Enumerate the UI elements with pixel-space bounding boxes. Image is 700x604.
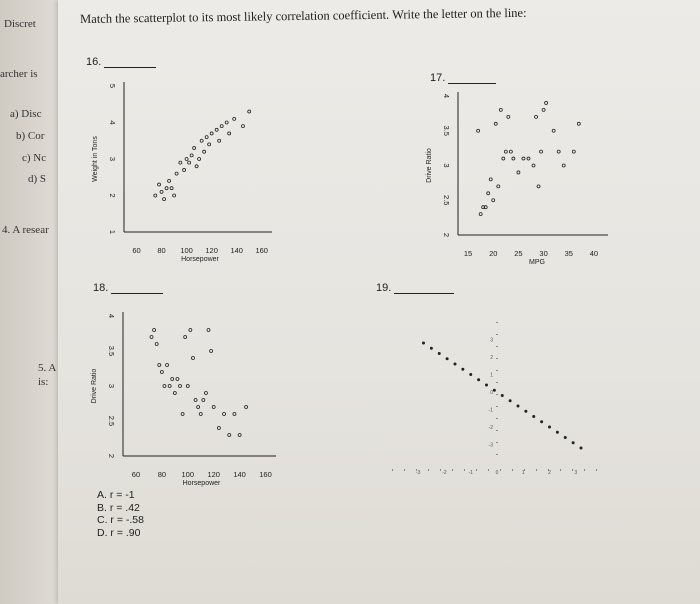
data-point [160, 190, 163, 193]
y-axis-label: Drive Ratio [426, 148, 433, 183]
y-tick-label: 3 [108, 156, 117, 162]
data-point [188, 161, 191, 164]
data-point [217, 427, 220, 430]
data-point [454, 363, 456, 365]
data-point [238, 434, 241, 437]
y-tick-label: -3 [488, 442, 493, 449]
y-tick-label: 3 [442, 163, 451, 168]
data-point [204, 392, 207, 395]
x-tick-label: -3 [416, 470, 421, 476]
data-point [517, 405, 519, 407]
data-point [153, 329, 156, 332]
y-tick-label: 3.5 [442, 125, 451, 136]
data-point [194, 399, 197, 402]
data-point [202, 399, 205, 402]
data-point [197, 406, 200, 409]
data-point [485, 384, 487, 386]
x-axis-label: Horsepower [181, 256, 219, 263]
answer-choice-c: C. r = -.58 [97, 514, 144, 526]
x-tick-label: 100 [181, 470, 195, 479]
data-point [228, 434, 231, 437]
y-tick-label: 4 [442, 93, 451, 99]
data-point [533, 415, 535, 417]
x-tick-label: 160 [255, 246, 268, 255]
data-point [173, 392, 176, 395]
data-point [507, 115, 510, 118]
data-point [535, 115, 538, 118]
left-fragment: Discret [4, 18, 36, 30]
x-tick-label: 40 [589, 249, 599, 258]
data-point [577, 122, 580, 125]
left-fragment: archer is [0, 68, 38, 80]
x-tick-label: 3 [574, 470, 578, 476]
data-point [193, 147, 196, 150]
data-point [170, 187, 173, 190]
data-point [248, 110, 251, 113]
left-fragment: 5. A [38, 362, 57, 374]
y-tick-label: 2 [107, 453, 116, 459]
y-tick-label: 0 [490, 390, 493, 396]
x-tick-label: 160 [259, 470, 272, 479]
answer-choice-a: A. r = -1 [97, 489, 135, 501]
y-tick-label: 2 [108, 193, 117, 198]
data-point [462, 368, 464, 370]
x-tick-label: 80 [157, 470, 167, 479]
data-point [225, 121, 228, 124]
data-point [181, 413, 184, 416]
data-point [497, 185, 500, 188]
data-point [228, 132, 231, 135]
data-point [165, 187, 168, 190]
left-fragment: d) S [28, 173, 47, 185]
data-point [184, 336, 187, 339]
x-tick-label: 100 [180, 246, 193, 255]
data-point [200, 139, 203, 142]
data-point [540, 421, 542, 423]
data-point [218, 139, 221, 142]
data-point [179, 161, 182, 164]
x-tick-label: 0 [495, 470, 499, 476]
data-point [171, 378, 174, 381]
data-point [422, 342, 424, 344]
data-point [186, 385, 189, 388]
data-point [522, 157, 525, 160]
y-tick-label: 3 [107, 383, 116, 389]
scatterplot-19 [392, 322, 602, 476]
data-point [438, 352, 440, 354]
data-point [179, 385, 182, 388]
data-point [189, 329, 192, 332]
x-tick-label: -1 [468, 470, 473, 476]
data-point [492, 199, 495, 202]
data-point [477, 129, 480, 132]
data-point [163, 198, 166, 201]
data-point [477, 379, 479, 381]
data-point [168, 179, 171, 182]
data-point [509, 150, 512, 153]
x-tick-label: 1 [521, 470, 525, 476]
data-point [580, 447, 582, 449]
answer-choice-d: D. r = .90 [97, 526, 141, 539]
data-point [562, 164, 565, 167]
x-tick-label: -2 [442, 470, 447, 476]
y-tick-label: 5 [108, 83, 117, 89]
data-point [552, 129, 555, 132]
x-tick-label: 35 [564, 249, 573, 258]
data-point [190, 154, 193, 157]
data-point [517, 171, 520, 174]
data-point [191, 357, 194, 360]
y-tick-label: 1 [108, 229, 117, 235]
data-point [504, 150, 507, 153]
data-point [489, 178, 492, 181]
data-point [175, 172, 178, 175]
scatterplot-17 [426, 92, 608, 266]
x-tick-label: 25 [514, 249, 523, 258]
x-tick-label: 120 [205, 246, 218, 255]
y-tick-label: 2.5 [442, 195, 451, 206]
data-point [245, 406, 248, 409]
data-point [155, 343, 158, 346]
data-point [470, 373, 472, 375]
answer-choices [97, 489, 144, 539]
data-point [572, 442, 574, 444]
scatterplot-16 [92, 82, 272, 263]
data-point [210, 132, 213, 135]
x-axis-label: Horsepower [182, 480, 221, 487]
question-number: 16. [86, 56, 102, 68]
question-number: 17. [430, 72, 446, 84]
x-tick-label: 60 [132, 246, 141, 255]
x-tick-label: 20 [489, 249, 498, 258]
x-tick-label: 140 [233, 470, 246, 479]
data-point [501, 394, 503, 396]
x-tick-label: 30 [539, 249, 548, 258]
scatterplot-18 [91, 312, 276, 487]
data-point [545, 101, 548, 104]
left-fragment: c) Nc [22, 152, 47, 164]
data-point [494, 122, 497, 125]
left-fragment: is: [38, 376, 49, 388]
answer-choice-b: B. r = .42 [97, 501, 140, 514]
data-point [540, 150, 543, 153]
data-point [241, 125, 244, 128]
y-tick-label: -1 [488, 407, 493, 414]
data-point [512, 157, 515, 160]
data-point [557, 150, 560, 153]
data-point [525, 410, 527, 412]
data-point [493, 389, 495, 391]
left-fragment: a) Disc [10, 108, 42, 120]
data-point [150, 336, 153, 339]
data-point [548, 426, 550, 428]
data-point [527, 157, 530, 160]
left-fragment: 4. A resear [2, 224, 49, 236]
data-point [564, 436, 566, 438]
data-point [183, 168, 186, 171]
data-point [173, 194, 176, 197]
y-tick-label: 3 [490, 337, 493, 344]
x-tick-label: 140 [230, 246, 243, 255]
data-point [487, 192, 490, 195]
y-tick-label: 3.5 [107, 345, 116, 357]
data-point [208, 143, 211, 146]
data-point [158, 364, 161, 367]
data-point [168, 385, 171, 388]
left-fragment: b) Cor [16, 130, 45, 142]
x-tick-label: 120 [207, 470, 220, 479]
data-point [163, 385, 166, 388]
y-tick-label: -2 [488, 425, 493, 431]
data-point [158, 183, 161, 186]
question-number: 18. [93, 282, 109, 294]
x-tick-label: 15 [463, 249, 473, 258]
data-point [502, 157, 505, 160]
data-point [154, 194, 157, 197]
data-point [215, 128, 218, 131]
question-number: 19. [376, 282, 392, 294]
y-tick-label: 4 [107, 313, 116, 319]
data-point [198, 158, 201, 161]
y-axis-label: Drive Ratio [91, 368, 98, 404]
y-tick-label: 4 [108, 120, 117, 125]
data-point [233, 117, 236, 120]
data-point [220, 125, 223, 128]
y-tick-label: 2.5 [107, 415, 116, 427]
data-point [176, 378, 179, 381]
data-point [542, 108, 545, 111]
y-tick-label: 2 [442, 232, 451, 238]
data-point [185, 158, 188, 161]
data-point [205, 136, 208, 139]
data-point [166, 364, 169, 367]
data-point [199, 413, 202, 416]
x-tick-label: 2 [548, 470, 551, 476]
data-point [430, 347, 432, 349]
y-tick-label: 2 [490, 355, 493, 361]
data-point [223, 413, 226, 416]
y-tick-label: 1 [490, 372, 493, 379]
data-point [572, 150, 575, 153]
data-point [532, 164, 535, 167]
data-point [207, 329, 210, 332]
data-point [195, 165, 198, 168]
x-tick-label: 80 [157, 246, 166, 255]
data-point [537, 185, 540, 188]
x-axis-label: MPG [529, 259, 545, 266]
data-point [233, 413, 236, 416]
data-point [446, 358, 448, 360]
data-point [203, 150, 206, 153]
data-point [479, 213, 482, 216]
x-tick-label: 60 [131, 470, 141, 479]
data-point [509, 400, 511, 402]
data-point [556, 431, 558, 433]
data-point [212, 406, 215, 409]
data-point [499, 108, 502, 111]
data-point [210, 350, 213, 353]
y-axis-label: Weight in Tons [92, 136, 99, 182]
data-point [160, 371, 163, 374]
instruction-text: Match the scatterplot to its most likely correlation coefficient. Write the letter on the line: [80, 5, 527, 26]
